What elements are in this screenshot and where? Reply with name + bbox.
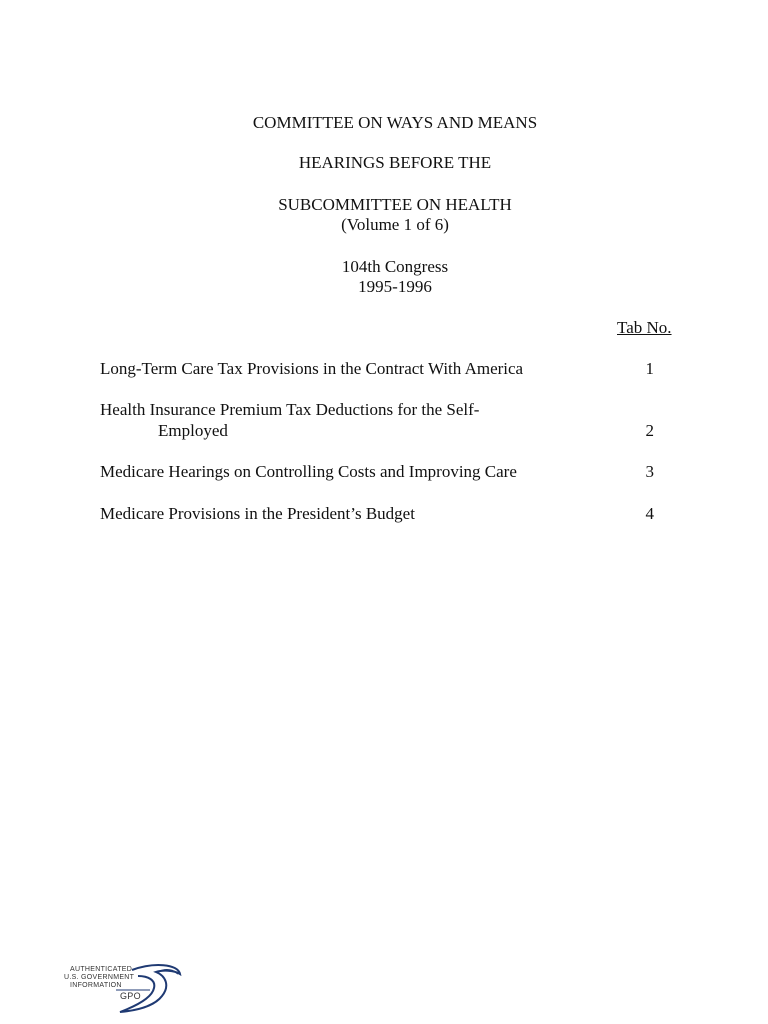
toc-entry-1	[100, 358, 660, 379]
toc-entry-tab: 1	[645, 359, 654, 378]
committee-title	[0, 113, 768, 133]
subcommittee-heading	[0, 195, 768, 235]
toc-entry-title: Medicare Hearings on Controlling Costs and Improving Care	[100, 462, 517, 481]
eagle-icon	[62, 962, 182, 1014]
congress-years: 1995-1996	[358, 277, 432, 296]
volume-label: (Volume 1 of 6)	[341, 215, 449, 234]
toc-entry-title-line1: Health Insurance Premium Tax Deductions for the Self-	[100, 400, 480, 419]
seal-line4: GPO	[120, 991, 141, 1001]
toc-entry-title: Long-Term Care Tax Provisions in the Contract With America	[100, 359, 524, 378]
seal-line3: INFORMATION	[70, 982, 122, 989]
seal-line1: AUTHENTICATED	[70, 966, 133, 973]
toc-entry-title: Medicare Provisions in the President’s Budget	[100, 504, 415, 523]
seal-line2: U.S. GOVERNMENT	[64, 974, 135, 981]
tab-number-header: Tab No.	[617, 318, 672, 337]
subcommittee-name: SUBCOMMITTEE ON HEALTH	[278, 195, 512, 214]
congress-number: 104th Congress	[341, 257, 449, 276]
hearings-heading	[0, 153, 768, 173]
hearings-text: HEARINGS BEFORE THE	[298, 153, 492, 172]
gpo-authentication-seal	[62, 962, 182, 1014]
toc-entry-title-line2: Employed	[158, 421, 228, 440]
toc-entry-title	[100, 399, 600, 441]
congress-heading	[0, 257, 768, 297]
committee-name: COMMITTEE ON WAYS AND MEANS	[252, 113, 538, 132]
toc-entry-tab: 2	[645, 421, 654, 440]
toc-entry-tab: 3	[645, 462, 654, 481]
toc-entry-tab: 4	[645, 504, 654, 523]
toc-entry-4	[100, 503, 660, 524]
toc-entry-3	[100, 461, 660, 482]
toc-entry-2	[100, 399, 660, 441]
